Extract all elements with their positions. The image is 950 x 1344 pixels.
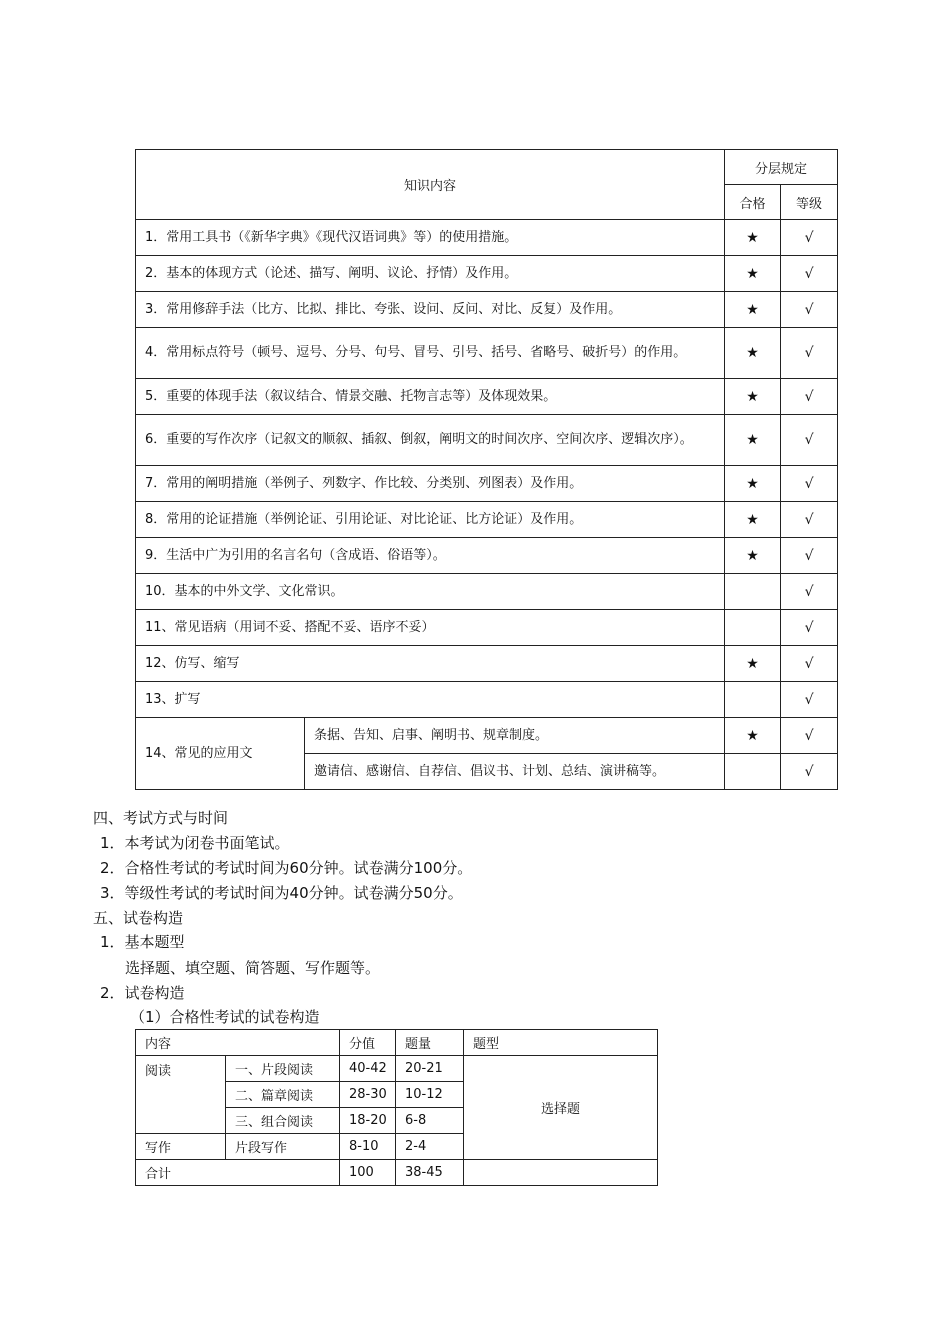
reading-part-2: 二、篇章阅读 — [226, 1082, 340, 1108]
header-level-rule: 分层规定 — [725, 150, 838, 185]
table-row — [136, 1160, 658, 1186]
grade-mark: √ — [781, 220, 838, 256]
table-row — [136, 328, 838, 379]
section-4-item-3: 3．等级性考试的考试时间为40分钟。试卷满分50分。 — [100, 884, 463, 902]
table-row — [136, 538, 838, 574]
pass-mark: ★ — [725, 415, 781, 466]
grade-mark: √ — [781, 718, 838, 754]
row-text: 1．常用工具书（《新华字典》《现代汉语词典》等）的使用措施。 — [136, 220, 725, 256]
pass-mark: ★ — [725, 718, 781, 754]
score-cell: 40-42 — [340, 1056, 396, 1082]
score-cell: 18-20 — [340, 1108, 396, 1134]
table-row — [136, 220, 838, 256]
table-row — [136, 646, 838, 682]
table-row — [136, 574, 838, 610]
pass-mark: ★ — [725, 502, 781, 538]
pass-mark — [725, 682, 781, 718]
row-text: 条据、告知、启事、阐明书、规章制度。 — [305, 718, 725, 754]
total-label: 合计 — [136, 1160, 340, 1186]
header-knowledge: 知识内容 — [136, 150, 725, 220]
type-choice: 选择题 — [464, 1056, 658, 1160]
pass-mark: ★ — [725, 379, 781, 415]
pass-mark: ★ — [725, 466, 781, 502]
header-grade: 等级 — [781, 185, 838, 220]
section-5-heading: 五、试卷构造 — [93, 909, 184, 927]
total-type — [464, 1160, 658, 1186]
header-pass: 合格 — [725, 185, 781, 220]
section-4-heading: 四、考试方式与时间 — [93, 809, 229, 827]
grade-mark: √ — [781, 502, 838, 538]
pass-mark — [725, 574, 781, 610]
row-text: 10．基本的中外文学、文化常识。 — [136, 574, 725, 610]
table-row — [136, 610, 838, 646]
table-row — [136, 682, 838, 718]
table-row — [136, 415, 838, 466]
count-cell: 6-8 — [396, 1108, 464, 1134]
grade-mark: √ — [781, 415, 838, 466]
row-text: 7．常用的阐明措施（举例子、列数字、作比较、分类别、列图表）及作用。 — [136, 466, 725, 502]
header-count: 题量 — [396, 1030, 464, 1056]
row-text: 3．常用修辞手法（比方、比拟、排比、夸张、设问、反问、对比、反复）及作用。 — [136, 292, 725, 328]
grade-mark: √ — [781, 610, 838, 646]
section-5-item-2-1: （1）合格性考试的试卷构造 — [130, 1008, 320, 1026]
reading-part-1: 一、片段阅读 — [226, 1056, 340, 1082]
pass-mark: ★ — [725, 328, 781, 379]
row-text: 13、扩写 — [136, 682, 725, 718]
grade-mark: √ — [781, 538, 838, 574]
grade-mark: √ — [781, 466, 838, 502]
pass-mark — [725, 610, 781, 646]
reading-part-3: 三、组合阅读 — [226, 1108, 340, 1134]
grade-mark: √ — [781, 754, 838, 790]
row-text: 11、常见语病（用词不妥、搭配不妥、语序不妥） — [136, 610, 725, 646]
knowledge-table — [135, 149, 838, 790]
reading-label: 阅读 — [136, 1056, 226, 1134]
count-cell: 10-12 — [396, 1082, 464, 1108]
table-row — [136, 718, 838, 754]
row-text: 4．常用标点符号（顿号、逗号、分号、句号、冒号、引号、括号、省略号、破折号）的作用。 — [136, 328, 725, 379]
count-cell: 20-21 — [396, 1056, 464, 1082]
row14-label: 14、常见的应用文 — [136, 718, 305, 790]
section-4-item-2: 2．合格性考试的考试时间为60分钟。试卷满分100分。 — [100, 859, 473, 877]
score-cell: 8-10 — [340, 1134, 396, 1160]
grade-mark: √ — [781, 646, 838, 682]
table-row — [136, 1056, 658, 1082]
pass-mark — [725, 754, 781, 790]
grade-mark: √ — [781, 574, 838, 610]
table-row — [136, 502, 838, 538]
table-row — [136, 379, 838, 415]
exam-structure-table — [135, 1029, 658, 1186]
row-text: 邀请信、感谢信、自荐信、倡议书、计划、总结、演讲稿等。 — [305, 754, 725, 790]
section-4-item-1: 1．本考试为闭卷书面笔试。 — [100, 834, 290, 852]
section-5-item-1: 1．基本题型 — [100, 933, 185, 951]
total-count: 38-45 — [396, 1160, 464, 1186]
grade-mark: √ — [781, 682, 838, 718]
row-text: 6．重要的写作次序（记叙文的顺叙、插叙、倒叙，阐明文的时间次序、空间次序、逻辑次序）。 — [136, 415, 725, 466]
row-text: 2．基本的体现方式（论述、描写、阐明、议论、抒情）及作用。 — [136, 256, 725, 292]
table-row — [136, 256, 838, 292]
header-type: 题型 — [464, 1030, 658, 1056]
total-score: 100 — [340, 1160, 396, 1186]
score-cell: 28-30 — [340, 1082, 396, 1108]
grade-mark: √ — [781, 328, 838, 379]
row-text: 5．重要的体现手法（叙议结合、情景交融、托物言志等）及体现效果。 — [136, 379, 725, 415]
grade-mark: √ — [781, 256, 838, 292]
section-5-item-2: 2．试卷构造 — [100, 984, 185, 1002]
pass-mark: ★ — [725, 538, 781, 574]
grade-mark: √ — [781, 292, 838, 328]
table-row — [136, 466, 838, 502]
pass-mark: ★ — [725, 220, 781, 256]
writing-label: 写作 — [136, 1134, 226, 1160]
row-text: 8．常用的论证措施（举例论证、引用论证、对比论证、比方论证）及作用。 — [136, 502, 725, 538]
table-row — [136, 292, 838, 328]
count-cell: 2-4 — [396, 1134, 464, 1160]
pass-mark: ★ — [725, 646, 781, 682]
header-score: 分值 — [340, 1030, 396, 1056]
row-text: 12、仿写、缩写 — [136, 646, 725, 682]
grade-mark: √ — [781, 379, 838, 415]
section-5-item-1-body: 选择题、填空题、简答题、写作题等。 — [125, 959, 381, 977]
pass-mark: ★ — [725, 256, 781, 292]
pass-mark: ★ — [725, 292, 781, 328]
header-content: 内容 — [136, 1030, 340, 1056]
row-text: 9．生活中广为引用的名言名句（含成语、俗语等）。 — [136, 538, 725, 574]
writing-part-1: 片段写作 — [226, 1134, 340, 1160]
table-row — [136, 1030, 658, 1056]
